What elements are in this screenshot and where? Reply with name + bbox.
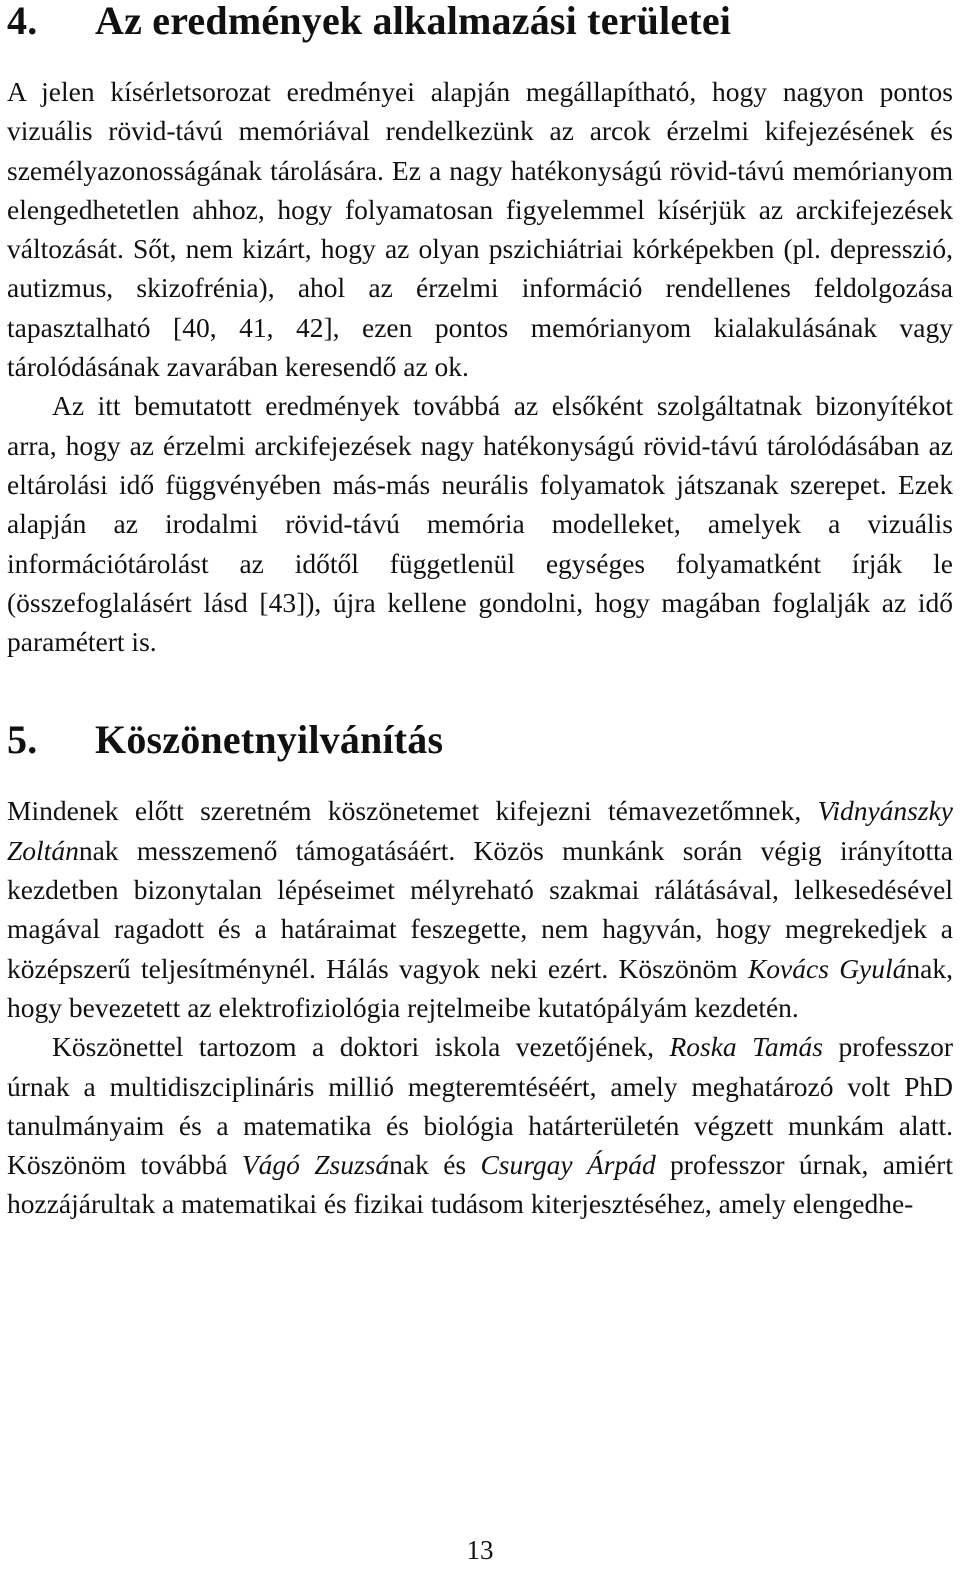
person-name: Vágó Zsuzsá <box>241 1149 390 1181</box>
text-span: Mindenek előtt szeretném köszönetemet kifejezni témavezetőmnek, <box>7 795 818 827</box>
section-5-body <box>7 791 953 1223</box>
page-content <box>7 0 953 1224</box>
text-span: nak messzemenő támogatásáért. Közös munkánk során végig irányította kezdetben bizonytalan lépéseimet mélyreható szakmai rálátásával, lelkesedésével magával ragadott és a határaimat feszegette, nem hagyván, hogy megrekedjek a középszerű teljesítménynél. Hálás vagyok neki ezért. Köszönöm <box>7 834 953 984</box>
text-span: nak és <box>389 1149 481 1181</box>
section-4-heading <box>7 0 953 44</box>
acknowledgement-paragraph-2 <box>7 1027 953 1223</box>
text-span: Köszönettel tartozom a doktori iskola vezetőjének, <box>52 1031 670 1063</box>
text-span: professzor úrnak a multidiszciplináris millió megteremtéséért, amely meghatározó volt PhD tanulmányaim és a matematika és biológia határterületén végzett munkám alatt. Köszönöm továbbá <box>7 1031 953 1181</box>
section-5-title: Köszönetnyilvánítás <box>95 717 444 763</box>
person-name: Kovács Gyulá <box>747 952 907 984</box>
person-name: Csurgay Árpád <box>480 1149 656 1181</box>
section-4-body <box>7 72 953 661</box>
text-span: nak, hogy bevezetett az elektrofiziológia rejtelmeibe kutatópályám kezdetén. <box>7 952 953 1023</box>
acknowledgement-paragraph-1 <box>7 791 953 1027</box>
section-4-paragraph-1: A jelen kísérletsorozat eredményei alapján megállapítható, hogy nagyon pontos vizuális rövid-távú memóriával rendelkezünk az arcok érzelmi kifejezésének és személyazonosságának tárolására. Ez a nagy hatékonyságú rövid-távú memórianyom elengedhetetlen ahhoz, hogy folyamatosan figyelemmel kísérjük az arckifejezések változását. Sőt, nem kizárt, hogy az olyan pszichiátriai kórképekben (pl. depresszió, autizmus, skizofrénia), ahol az érzelmi információ rendellenes feldolgozása tapasztalható [40, 41, 42], ezen pontos memórianyom kialakulásának vagy tárolódásának zavarában keresendő az ok. <box>7 76 953 383</box>
page-number: 13 <box>466 1535 494 1565</box>
section-5-number: 5. <box>7 717 38 763</box>
text-span: professzor úrnak, amiért hozzájárultak a matematikai és fizikai tudásom kiterjesztéséhez, amely elengedhe- <box>7 1149 953 1220</box>
person-name: Roska Tamás <box>669 1031 823 1063</box>
section-4-number: 4. <box>7 0 38 43</box>
section-4-title: Az eredmények alkalmazási területei <box>95 0 732 43</box>
person-name: Vidnyánszky Zoltán <box>7 795 953 866</box>
section-4-paragraph-2: Az itt bemutatott eredmények továbbá az elsőként szolgáltatnak bizonyítékot arra, hogy az érzelmi arckifejezések nagy hatékonyságú rövid-távú tárolódásában az eltárolási idő függvényében más-más neurális folyamatok játszanak szerepet. Ezek alapján az irodalmi rövid-távú memória modelleket, amelyek a vizuális információtárolást az időtől függetlenül egységes folyamatként írják le (összefoglalásért lásd [43]), újra kellene gondolni, hogy magában foglalják az idő paramétert is. <box>7 390 953 658</box>
section-5-heading <box>7 717 953 763</box>
